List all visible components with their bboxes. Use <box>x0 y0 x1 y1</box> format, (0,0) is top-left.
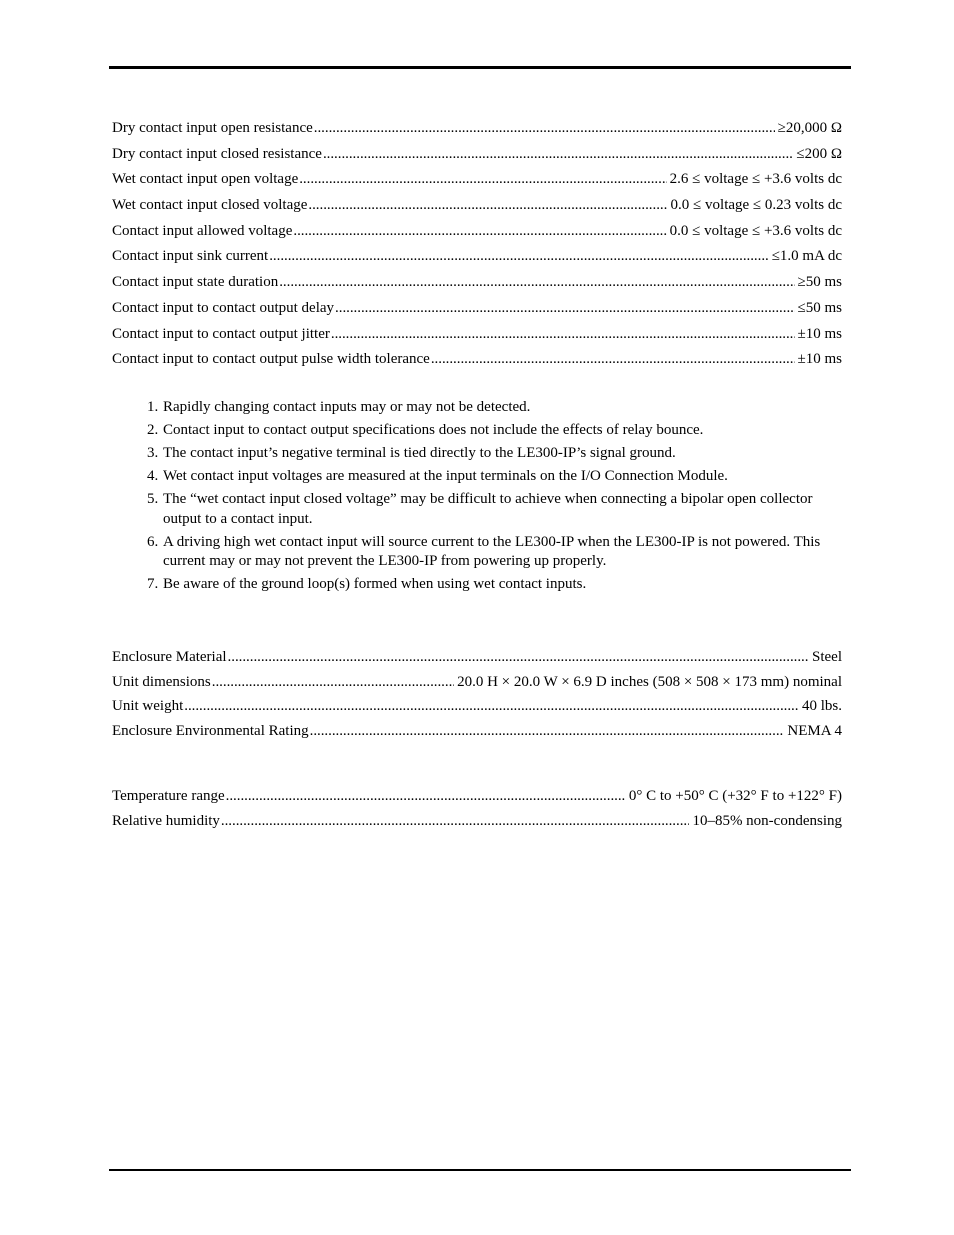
dot-leader <box>226 787 626 805</box>
footer-rule <box>109 1169 851 1171</box>
note-number: 3. <box>147 445 159 461</box>
spec-row <box>112 145 842 171</box>
dot-leader <box>308 196 667 214</box>
spec-label: Wet contact input open voltage <box>112 171 299 188</box>
note-item <box>112 490 842 529</box>
spec-label: Dry contact input closed resistance <box>112 145 322 162</box>
spec-value: ≤50 ms <box>797 299 842 316</box>
spec-row <box>112 648 842 673</box>
spec-row <box>112 222 842 248</box>
spec-value: ±10 ms <box>797 325 842 342</box>
note-text: The “wet contact input closed voltage” may be difficult to achieve when connecting a bipolar open collector output to a contact input. <box>163 491 813 527</box>
electrical-spec-list <box>112 119 842 376</box>
note-item <box>112 533 842 572</box>
spec-label: Contact input sink current <box>112 248 269 265</box>
spec-label: Contact input to contact output pulse width tolerance <box>112 351 430 368</box>
spec-value: 0° C to +50° C (+32° F to +122° F) <box>628 788 842 804</box>
spec-value: ≥20,000 Ω <box>777 120 842 136</box>
spec-label: Contact input to contact output jitter <box>112 325 330 342</box>
spec-row <box>112 697 842 722</box>
note-item <box>112 421 842 441</box>
dot-leader <box>212 673 454 691</box>
spec-label: Contact input to contact output delay <box>112 299 335 316</box>
spec-row <box>112 299 842 325</box>
dot-leader <box>331 325 795 343</box>
spec-row <box>112 247 842 273</box>
note-text: Rapidly changing contact inputs may or may not be detected. <box>163 399 531 415</box>
spec-label: Enclosure Material <box>112 649 227 665</box>
environmental-spec-list <box>112 787 842 837</box>
spec-row <box>112 170 842 196</box>
dot-leader <box>221 812 690 830</box>
note-text: Be aware of the ground loop(s) formed when using wet contact inputs. <box>163 576 587 592</box>
dot-leader <box>293 222 666 240</box>
spec-label: Unit weight <box>112 698 184 714</box>
spec-row <box>112 350 842 376</box>
spec-value: NEMA 4 <box>787 722 842 739</box>
spec-row <box>112 722 842 747</box>
dot-leader <box>335 299 794 317</box>
note-text: The contact input’s negative terminal is tied directly to the LE300-IP’s signal ground. <box>163 445 676 461</box>
spec-value: 0.0 ≤ voltage ≤ +3.6 volts dc <box>669 222 842 239</box>
spec-value: ±10 ms <box>797 351 842 368</box>
spec-value: Steel <box>812 649 842 665</box>
dot-leader <box>310 722 785 740</box>
spec-label: Contact input state duration <box>112 274 279 291</box>
note-number: 4. <box>147 468 159 484</box>
spec-row <box>112 325 842 351</box>
spec-label: Temperature range <box>112 788 225 804</box>
header-rule <box>109 66 851 69</box>
note-number: 1. <box>147 399 159 415</box>
note-item <box>112 575 842 595</box>
spec-value: 40 lbs. <box>801 698 842 714</box>
dot-leader <box>323 145 793 163</box>
note-text: Contact input to contact output specifications does not include the effects of relay bounce. <box>163 422 704 438</box>
dot-leader <box>431 350 795 368</box>
spec-value: 20.0 H × 20.0 W × 6.9 D inches (508 × 508 × 173 mm) nominal <box>457 673 842 690</box>
spec-value: 10–85% non-condensing <box>692 813 842 829</box>
spec-row <box>112 196 842 222</box>
dot-leader <box>228 648 809 666</box>
spec-row <box>112 673 842 698</box>
dot-leader <box>279 273 794 291</box>
spec-row <box>112 787 842 812</box>
spec-row <box>112 273 842 299</box>
note-text: Wet contact input voltages are measured at the input terminals on the I/O Connection Module. <box>163 468 728 484</box>
spec-label: Relative humidity <box>112 813 220 829</box>
note-number: 5. <box>147 491 159 507</box>
spec-value: ≥50 ms <box>797 274 842 291</box>
spec-value: 0.0 ≤ voltage ≤ 0.23 volts dc <box>670 197 842 214</box>
spec-label: Dry contact input open resistance <box>112 120 313 136</box>
spec-row <box>112 812 842 837</box>
spec-label: Wet contact input closed voltage <box>112 197 308 214</box>
dot-leader <box>269 247 768 265</box>
spec-row <box>112 119 842 145</box>
spec-value: ≤200 Ω <box>796 145 842 162</box>
note-item <box>112 444 842 464</box>
spec-value: ≤1.0 mA dc <box>771 248 842 265</box>
spec-label: Unit dimensions <box>112 673 211 690</box>
dot-leader <box>314 119 775 137</box>
spec-value: 2.6 ≤ voltage ≤ +3.6 volts dc <box>669 171 842 188</box>
note-number: 7. <box>147 576 159 592</box>
notes-list <box>112 398 842 598</box>
mechanical-spec-list <box>112 648 842 746</box>
note-item <box>112 398 842 418</box>
note-number: 6. <box>147 533 159 550</box>
spec-label: Enclosure Environmental Rating <box>112 722 309 739</box>
spec-label: Contact input allowed voltage <box>112 222 293 239</box>
note-number: 2. <box>147 422 159 438</box>
note-text: A driving high wet contact input will source current to the LE300-IP when the LE300-IP is not powered. This current may or may not prevent the LE300-IP from powering up properly. <box>163 533 821 569</box>
dot-leader <box>299 170 666 188</box>
dot-leader <box>184 697 799 715</box>
note-item <box>112 467 842 487</box>
